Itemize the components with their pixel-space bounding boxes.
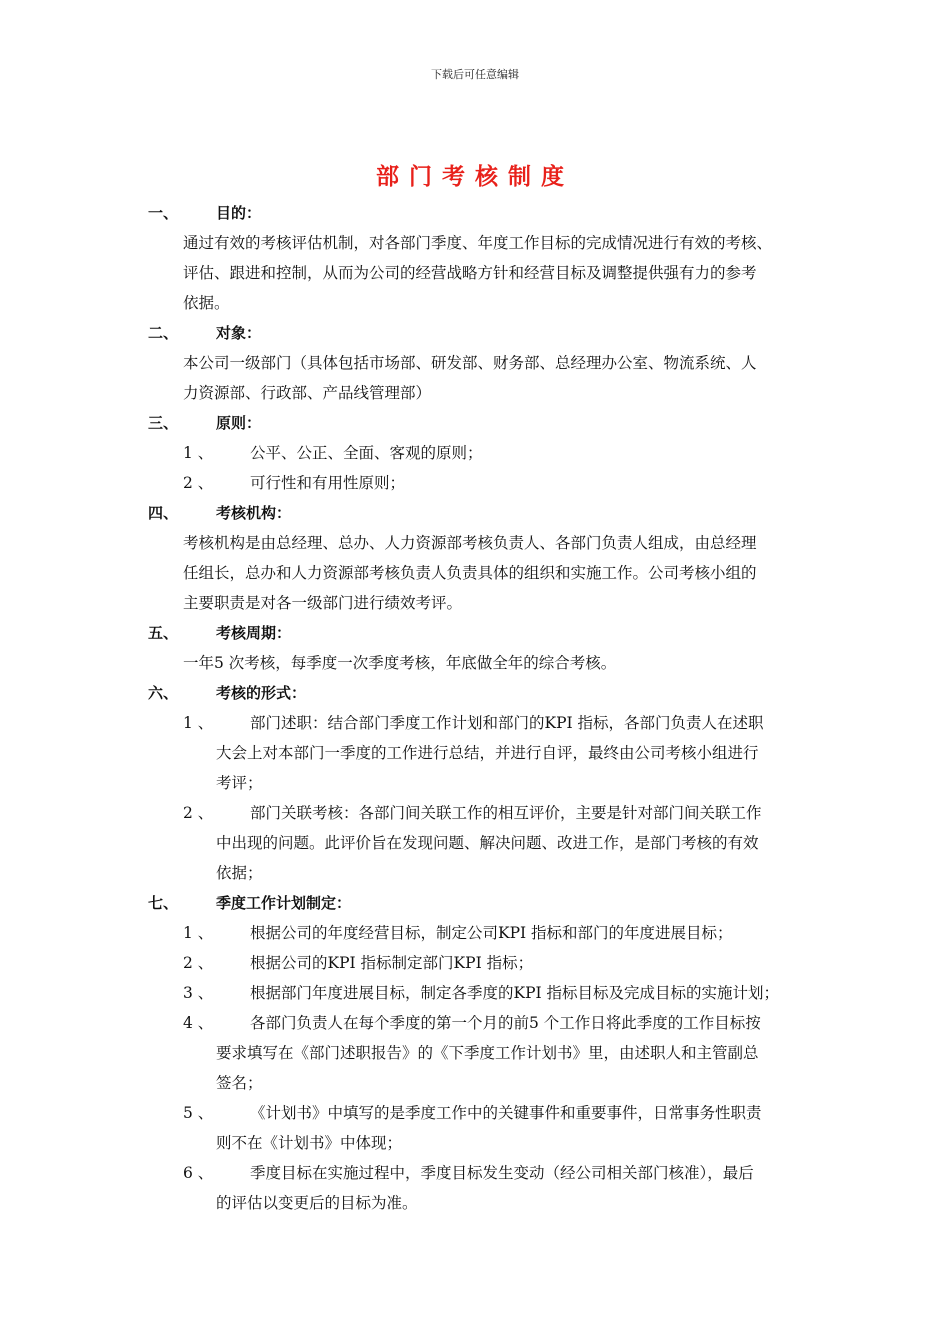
paragraph-line: 本公司一级部门（具体包括市场部、研发部、财务部、总经理办公室、物流系统、人 <box>183 354 757 372</box>
paragraph-line: 任组长，总办和人力资源部考核负责人负责具体的组织和实施工作。公司考核小组的 <box>183 564 757 582</box>
section <box>148 498 820 618</box>
list-item-text <box>216 798 820 888</box>
section-title: 季度工作计划制定： <box>216 894 352 912</box>
section-title: 考核机构： <box>216 504 292 522</box>
list-item-line: 中出现的问题。此评价旨在发现问题、解决问题、改进工作，是部门考核的有效 <box>216 834 759 852</box>
list-item-text <box>216 1098 820 1158</box>
list-item-text <box>216 708 820 798</box>
section-paragraph <box>148 348 820 408</box>
section-heading <box>148 678 820 708</box>
section-title: 考核的形式： <box>216 684 307 702</box>
list-item-number: 6 、 <box>183 1164 214 1182</box>
section-number: 四、 <box>148 504 179 522</box>
list-item-line: 各部门负责人在每个季度的第一个月的前5 个工作日将此季度的工作目标按 <box>250 1014 761 1032</box>
document-title: 部门考核制度 <box>376 164 574 190</box>
list-item-line: 要求填写在《部门述职报告》的《下季度工作计划书》里，由述职人和主管副总 <box>216 1044 759 1062</box>
list-item-text <box>216 978 820 1008</box>
paragraph-line: 力资源部、行政部、产品线管理部） <box>183 384 432 402</box>
list-item <box>148 1008 820 1098</box>
section <box>148 678 820 888</box>
section-title: 目的： <box>216 204 262 222</box>
section <box>148 198 820 318</box>
section-heading <box>148 498 820 528</box>
section <box>148 318 820 408</box>
list-item <box>148 918 820 948</box>
list-item-text <box>216 438 820 468</box>
list-item <box>148 978 820 1008</box>
list-item-line: 大会上对本部门一季度的工作进行总结，并进行自评，最终由公司考核小组进行 <box>216 744 759 762</box>
list-item-text <box>216 948 820 978</box>
section-title: 原则： <box>216 414 262 432</box>
list-item-line: 可行性和有用性原则； <box>250 474 406 492</box>
section-heading <box>148 618 820 648</box>
list-item-text <box>216 1008 820 1098</box>
section-paragraph <box>148 528 820 618</box>
list-item-line: 考评； <box>216 774 263 792</box>
list-item-line: 季度目标在实施过程中，季度目标发生变动（经公司相关部门核准），最后 <box>250 1164 754 1182</box>
list-item-line: 公平、公正、全面、客观的原则； <box>250 444 483 462</box>
list-item-number: 2 、 <box>183 804 214 822</box>
list-item <box>148 438 820 468</box>
section-number: 三、 <box>148 414 179 432</box>
section-paragraph <box>148 228 820 318</box>
paragraph-line: 考核机构是由总经理、总办、人力资源部考核负责人、各部门负责人组成，由总经理 <box>183 534 757 552</box>
paragraph-line: 主要职责是对各一级部门进行绩效考评。 <box>183 594 463 612</box>
list-item <box>148 708 820 798</box>
page-header: 下载后可任意编辑 <box>431 68 519 81</box>
section-paragraph <box>148 648 820 678</box>
section-heading <box>148 198 820 228</box>
paragraph-line: 依据。 <box>183 294 230 312</box>
section-number: 一、 <box>148 204 179 222</box>
list-item-number: 1 、 <box>183 924 214 942</box>
list-item-number: 1 、 <box>183 444 214 462</box>
list-item-number: 4 、 <box>183 1014 214 1032</box>
list-item-line: 根据公司的年度经营目标，制定公司KPI 指标和部门的年度进展目标； <box>250 924 733 942</box>
list-item-line: 部门述职：结合部门季度工作计划和部门的KPI 指标，各部门负责人在述职 <box>250 714 764 732</box>
list-item-number: 2 、 <box>183 474 214 492</box>
section-number: 七、 <box>148 894 179 912</box>
list-item <box>148 798 820 888</box>
list-item-line: 签名； <box>216 1074 263 1092</box>
paragraph-line: 一年5 次考核，每季度一次季度考核，年底做全年的综合考核。 <box>183 654 617 672</box>
section-heading <box>148 888 820 918</box>
list-item-number: 1 、 <box>183 714 214 732</box>
section-heading <box>148 318 820 348</box>
list-item-line: 根据部门年度进展目标，制定各季度的KPI 指标目标及完成目标的实施计划； <box>250 984 780 1002</box>
document-body <box>148 198 820 1218</box>
section <box>148 408 820 498</box>
list-item <box>148 1158 820 1218</box>
section-number: 二、 <box>148 324 179 342</box>
list-item-number: 5 、 <box>183 1104 214 1122</box>
section <box>148 888 820 1218</box>
paragraph-line: 评估、跟进和控制，从而为公司的经营战略方针和经营目标及调整提供强有力的参考 <box>183 264 757 282</box>
section-number: 五、 <box>148 624 179 642</box>
list-item-line: 《计划书》中填写的是季度工作中的关键事件和重要事件，日常事务性职责 <box>250 1104 762 1122</box>
section-heading <box>148 408 820 438</box>
list-item <box>148 1098 820 1158</box>
list-item-line: 根据公司的KPI 指标制定部门KPI 指标； <box>250 954 534 972</box>
list-item-number: 2 、 <box>183 954 214 972</box>
list-item-text <box>216 918 820 948</box>
section-title: 对象： <box>216 324 262 342</box>
list-item-line: 依据； <box>216 864 263 882</box>
list-item <box>148 468 820 498</box>
section-number: 六、 <box>148 684 179 702</box>
list-item <box>148 948 820 978</box>
paragraph-line: 通过有效的考核评估机制，对各部门季度、年度工作目标的完成情况进行有效的考核、 <box>183 234 773 252</box>
list-item-text <box>216 1158 820 1218</box>
list-item-line: 的评估以变更后的目标为准。 <box>216 1194 418 1212</box>
list-item-line: 则不在《计划书》中体现； <box>216 1134 403 1152</box>
list-item-line: 部门关联考核：各部门间关联工作的相互评价，主要是针对部门间关联工作 <box>250 804 762 822</box>
section-title: 考核周期： <box>216 624 292 642</box>
list-item-number: 3 、 <box>183 984 214 1002</box>
list-item-text <box>216 468 820 498</box>
section <box>148 618 820 678</box>
